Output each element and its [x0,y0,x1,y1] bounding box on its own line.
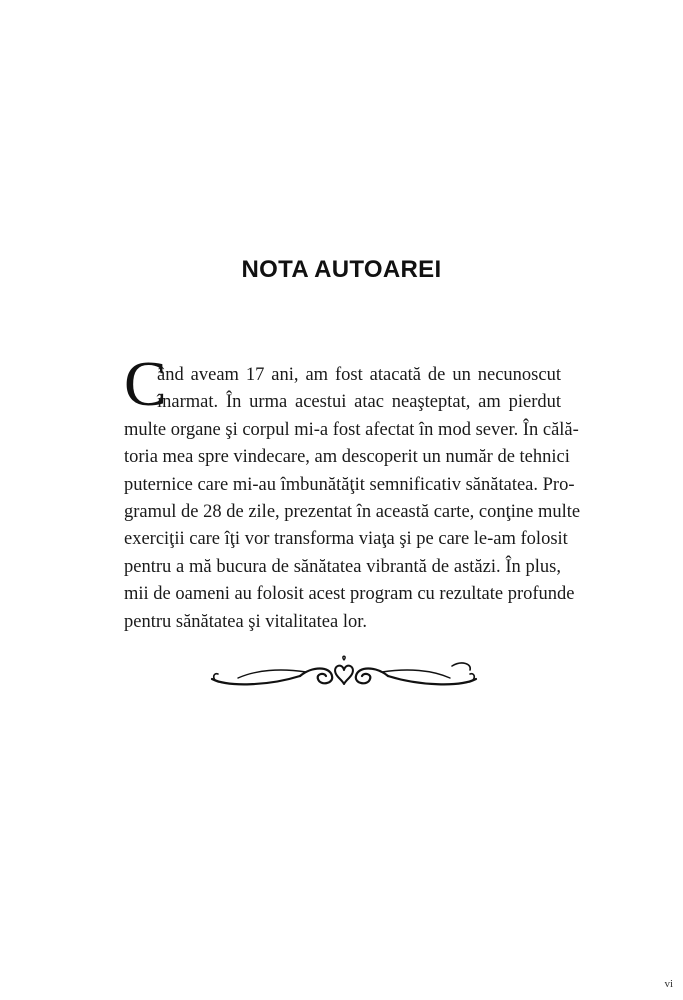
paragraph-line: gramul de 28 de zile, prezentat în această carte, conţine multe [124,501,581,522]
paragraph-line: ând aveam 17 ani, am fost atacată de un necunoscut [157,365,561,385]
paragraph-line: puternice care mi-au îmbunătăţit semnificativ sănătatea. Pro- [124,474,575,495]
paragraph-line: multe organe şi corpul mi-a fost afectat în mod sever. În călă- [124,419,579,440]
page-title: NOTA AUTOAREI [241,256,442,283]
paragraph-line: toria mea spre vindecare, am descoperit un număr de tehnici [124,447,570,468]
flourish-divider-icon [208,652,480,694]
paragraph-line: pentru sănătatea şi vitalitatea lor. [124,611,367,632]
paragraph-line: mii de oameni au folosit acest program cu rezultate profunde [124,584,575,605]
page-number: vi [664,978,673,990]
paragraph-line: exerciţii care îţi vor transforma viaţa şi pe care le-am folosit [124,529,568,550]
paragraph-line: înarmat. În urma acestui atac neaşteptat, am pierdut [157,392,561,413]
drop-cap: C [124,348,167,419]
paragraph-line: pentru a mă bucura de sănătatea vibrantă de astăzi. În plus, [124,556,561,577]
author-note-paragraph [124,348,581,636]
